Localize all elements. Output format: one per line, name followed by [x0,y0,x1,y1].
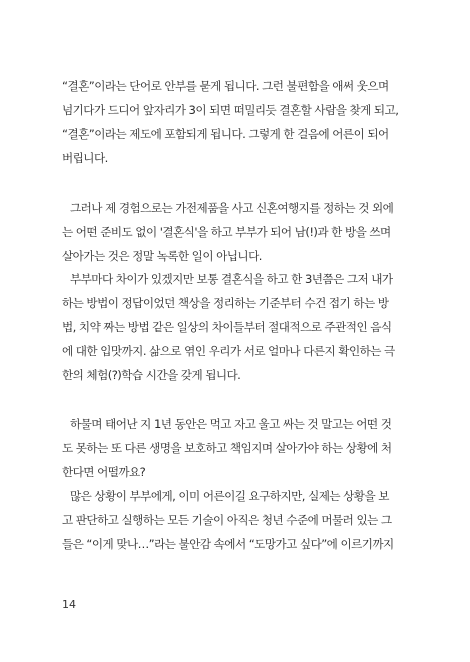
text-line: 도 못하는 또 다른 생명을 보호하고 책임지며 살아가야 하는 상황에 처 [62,441,392,455]
text-line: “결혼”이라는 단어로 안부를 묻게 됩니다. 그런 불편함을 애써 웃으며 [62,79,389,93]
text-line: 살아가는 것은 정말 녹록한 일이 아닙니다. [62,249,262,263]
text-line: 많은 상황이 부부에게, 이미 어른이길 요구하지만, 실제는 상황을 보 [70,489,389,503]
paragraph-5 [62,484,406,556]
text-line: 고 판단하고 실행하는 모든 기술이 아직은 청년 수준에 머물러 있는 그 [62,513,392,527]
text-line: 법, 치약 짜는 방법 같은 일상의 차이들부터 절대적으로 주관적인 음식 [62,320,392,334]
paragraph-4 [62,412,406,484]
paragraph-2 [62,196,406,268]
text-line: “결혼”이라는 제도에 포함되게 됩니다. 그렇게 한 걸음에 어른이 되어 [62,127,389,141]
text-line: 한의 체험(?)학습 시간을 갖게 됩니다. [62,368,241,382]
text-line: 하물며 태어난 지 1년 동안은 먹고 자고 울고 싸는 것 말고는 어떤 것 [70,417,392,431]
text-line: 한다면 어떨까요? [62,465,146,479]
paragraph-1 [62,74,406,170]
page-number: 14 [62,598,76,611]
text-line: 하는 방법이 정답이었던 책상을 정리하는 기준부터 수건 접기 하는 방 [62,296,389,310]
paragraph-3 [62,267,406,387]
text-line: 는 어떤 준비도 없이 '결혼식'을 하고 부부가 되어 남(!)과 한 방을 쓰며 [62,225,391,239]
text-line: 부부마다 차이가 있겠지만 보통 결혼식을 하고 한 3년쯤은 그저 내가 [70,272,393,286]
text-line: 넘기다가 드디어 앞자리가 3이 되면 떠밀리듯 결혼할 사람을 찾게 되고, [62,103,399,117]
text-line: 버립니다. [62,151,108,165]
text-line: 들은 “이게 맞나…”라는 불안감 속에서 “도망가고 싶다”에 이르기까지 [62,537,394,551]
text-line: 그러나 제 경험으로는 가전제품을 사고 신혼여행지를 정하는 것 외에 [70,201,394,215]
text-line: 에 대한 입맛까지. 삶으로 엮인 우리가 서로 얼마나 다른지 확인하는 극 [62,344,395,358]
